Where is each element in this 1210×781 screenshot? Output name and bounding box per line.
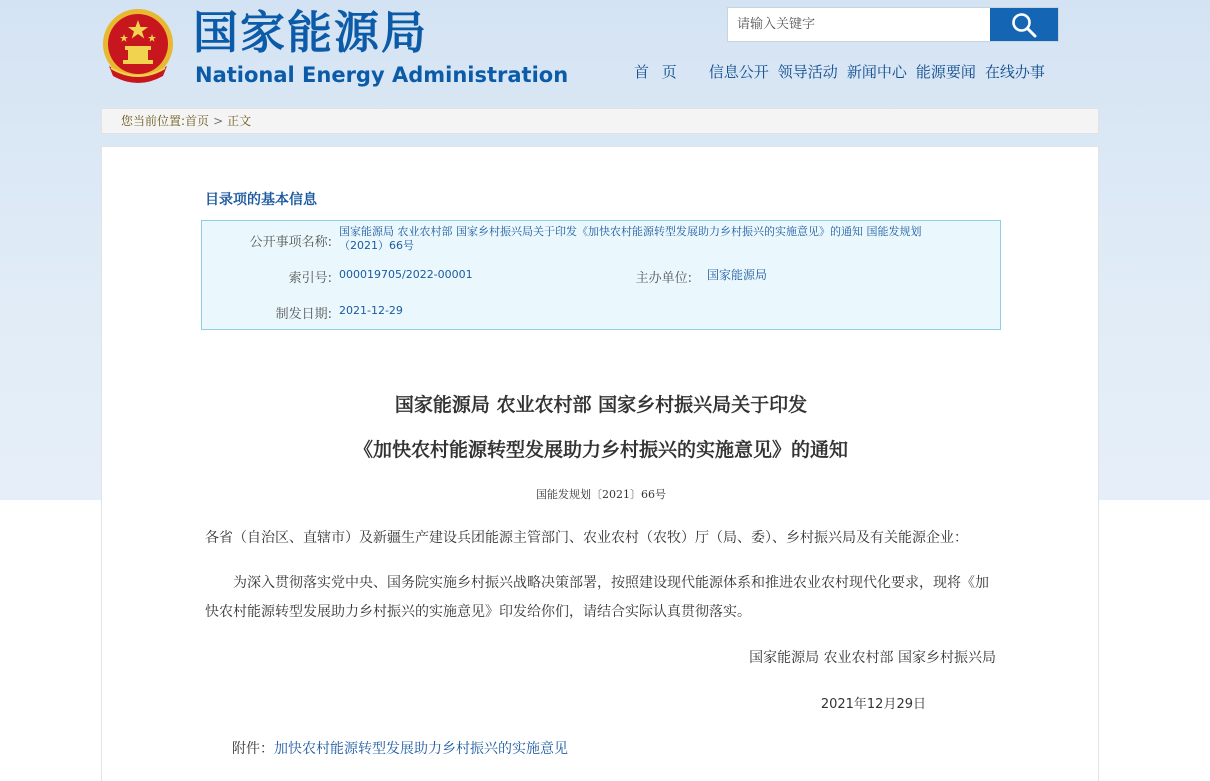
site-header xyxy=(0,0,1210,100)
signing-date: 2021年12月29日 xyxy=(820,697,926,712)
breadcrumb-prefix: 您当前位置: xyxy=(121,114,186,128)
search-input[interactable] xyxy=(728,8,990,41)
search-box xyxy=(727,7,1059,42)
document-title-line1: 国家能源局 农业农村部 国家乡村振兴局关于印发 xyxy=(394,394,808,416)
site-title-cn[interactable]: 国家能源局 xyxy=(193,6,429,59)
search-button[interactable] xyxy=(990,8,1058,41)
org-label: 主办单位: xyxy=(635,271,692,286)
document-number: 国能发规划〔2021〕66号 xyxy=(536,488,666,501)
date-value: 2021-12-29 xyxy=(339,304,403,317)
article-content xyxy=(101,146,1099,781)
item-name-value-line2: （2021）66号 xyxy=(339,239,414,252)
body-line1: 为深入贯彻落实党中央、国务院实施乡村振兴战略决策部署，按照建设现代能源体系和推进农业农村现代化要求，现将《加 xyxy=(233,575,989,591)
breadcrumb-separator: > xyxy=(213,114,224,128)
body-line2: 快农村能源转型发展助力乡村振兴的实施意见》印发给你们，请结合实际认真贯彻落实。 xyxy=(205,604,751,620)
national-emblem-icon[interactable] xyxy=(101,6,175,84)
item-name-value-line1: 国家能源局 农业农村部 国家乡村振兴局关于印发《加快农村能源转型发展助力乡村振兴的实施意见》的通知 国能发规划 xyxy=(339,225,922,238)
nav-energy-news[interactable]: 能源要闻 xyxy=(915,63,976,81)
index-value: 000019705/2022-00001 xyxy=(339,268,473,281)
site-title-en[interactable]: National Energy Administration xyxy=(195,63,569,87)
nav-home[interactable]: 首 页 xyxy=(634,63,681,81)
nav-news[interactable]: 新闻中心 xyxy=(846,63,907,81)
attachment-link[interactable]: 加快农村能源转型发展助力乡村振兴的实施意见 xyxy=(274,741,568,757)
breadcrumb-current: 正文 xyxy=(227,114,252,128)
signer: 国家能源局 农业农村部 国家乡村振兴局 xyxy=(749,650,996,666)
item-name-label: 公开事项名称: xyxy=(249,235,332,250)
item-name-value xyxy=(339,225,989,253)
search-icon xyxy=(1011,12,1037,38)
breadcrumb xyxy=(101,108,1099,134)
info-heading: 目录项的基本信息 xyxy=(205,192,317,208)
breadcrumb-home[interactable]: 首页 xyxy=(185,114,210,128)
date-label: 制发日期: xyxy=(275,307,332,322)
nav-online-services[interactable]: 在线办事 xyxy=(984,63,1045,81)
info-box xyxy=(201,220,1001,330)
nav-leadership[interactable]: 领导活动 xyxy=(777,63,838,81)
index-label: 索引号: xyxy=(288,271,332,286)
attachment xyxy=(232,738,568,758)
nav-info-disclosure[interactable]: 信息公开 xyxy=(708,63,769,81)
attachment-label: 附件： xyxy=(232,741,274,757)
addressee: 各省（自治区、直辖市）及新疆生产建设兵团能源主管部门、农业农村（农牧）厅（局、委）、乡村振兴局及有关能源企业： xyxy=(205,530,968,546)
main-nav xyxy=(634,62,1054,82)
document-title-line2: 《加快农村能源转型发展助力乡村振兴的实施意见》的通知 xyxy=(353,439,848,461)
org-value: 国家能源局 xyxy=(707,268,768,282)
